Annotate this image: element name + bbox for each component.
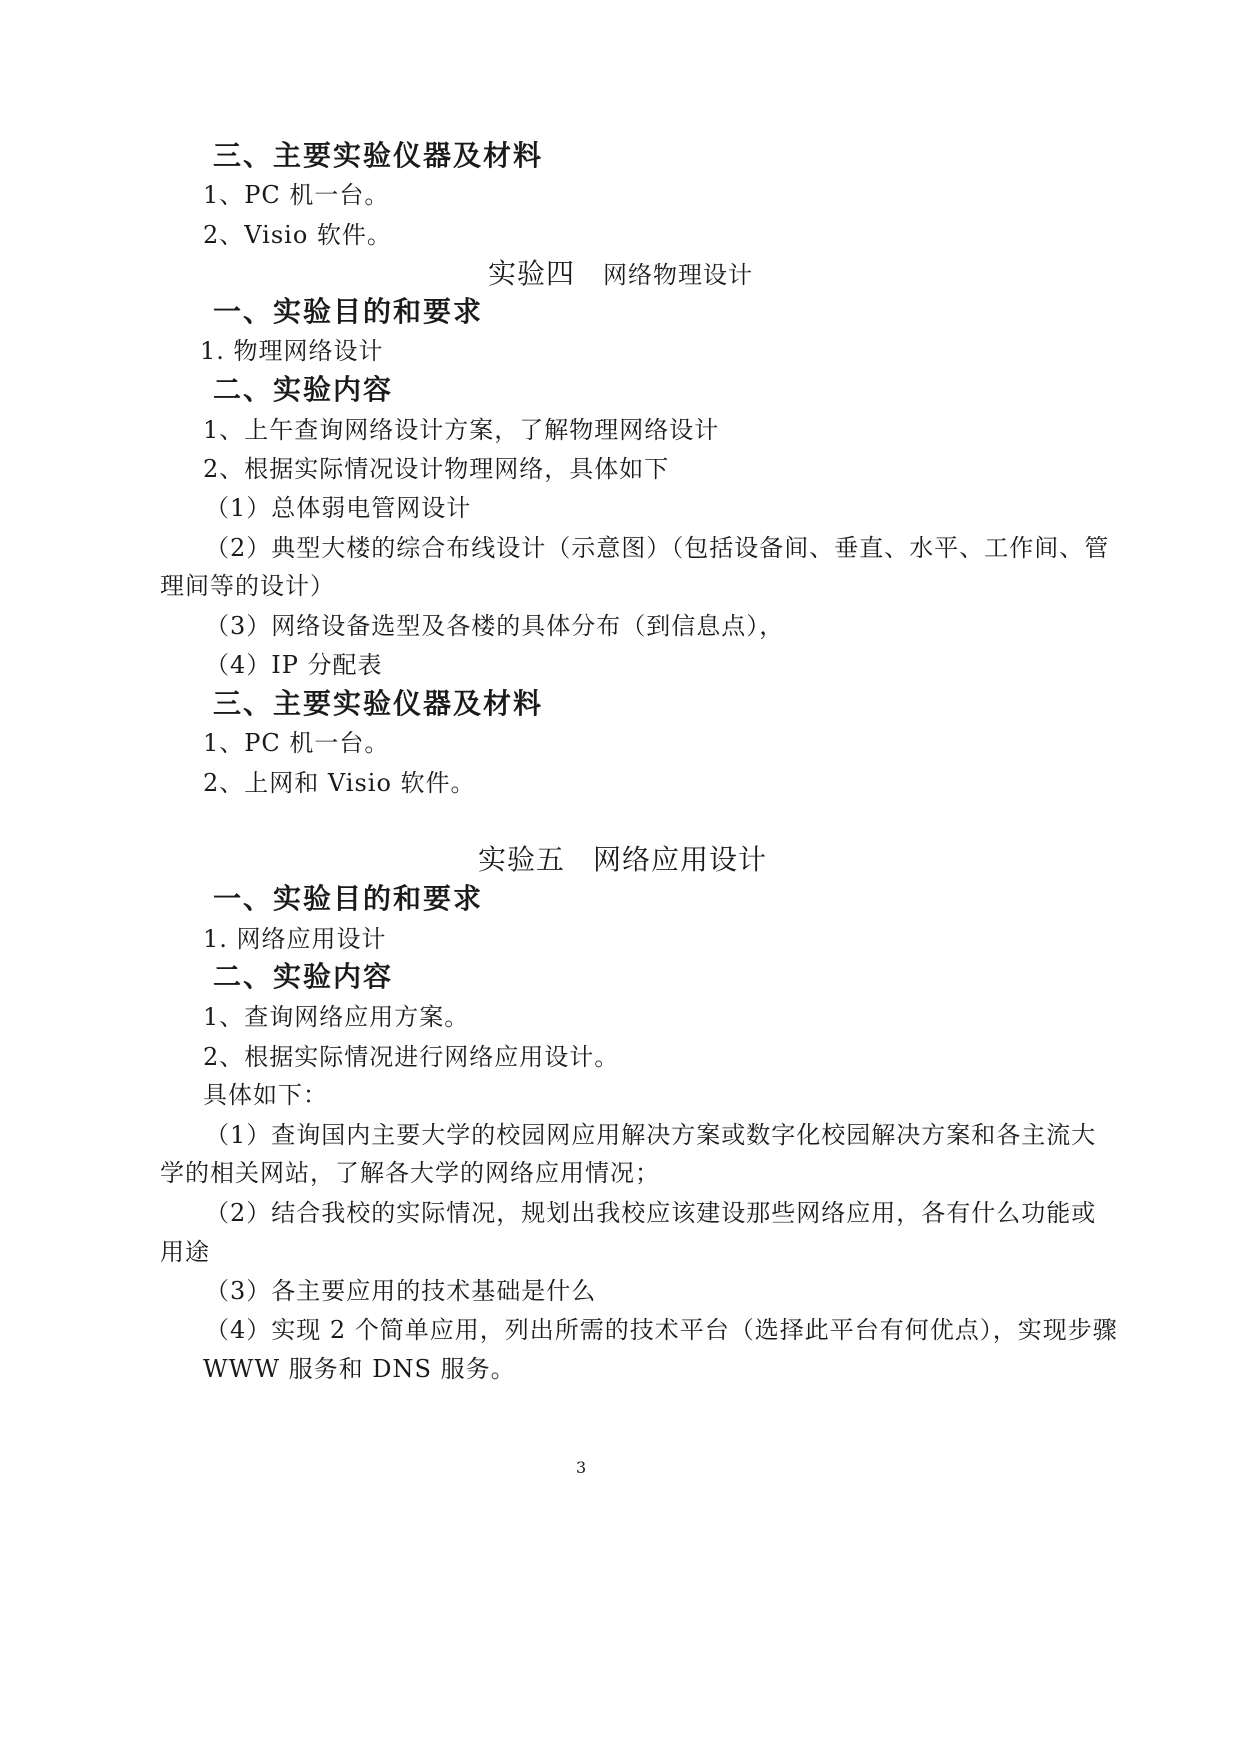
- exp5-content-3: 具体如下：: [203, 1081, 328, 1109]
- exp4-goal-1: 1. 物理网络设计: [200, 337, 384, 365]
- exp5-sub-1-line1: （1）查询国内主要大学的校园网应用解决方案或数字化校园解决方案和各主流大: [205, 1121, 1097, 1149]
- exp4-title-label: 实验四: [488, 257, 576, 290]
- exp5-goal-1: 1. 网络应用设计: [203, 925, 387, 953]
- exp4-sub-3: （3）网络设备选型及各楼的具体分布（到信息点），: [205, 612, 785, 640]
- exp5-title: [478, 843, 768, 876]
- exp5-title-label: 实验五: [478, 843, 566, 876]
- exp5-sub-2-line2: 用途: [160, 1238, 210, 1266]
- exp5-heading-goals: 一、实验目的和要求: [213, 882, 484, 915]
- exp5-sub-4: （4）实现 2 个简单应用，列出所需的技术平台（选择此平台有何优点），实现步骤: [205, 1316, 1118, 1344]
- exp4-sub-2-line2: 理间等的设计）: [160, 572, 335, 600]
- exp5-content-1: 1、查询网络应用方案。: [203, 1003, 470, 1031]
- exp4-heading-goals: 一、实验目的和要求: [213, 295, 484, 328]
- exp5-content-2: 2、根据实际情况进行网络应用设计。: [203, 1043, 620, 1071]
- section-heading-materials: 三、主要实验仪器及材料: [213, 139, 544, 172]
- exp5-title-name: 网络应用设计: [593, 843, 768, 876]
- exp5-sub-2-line1: （2）结合我校的实际情况，规划出我校应该建设那些网络应用，各有什么功能或: [205, 1199, 1097, 1227]
- exp5-heading-content: 二、实验内容: [213, 960, 394, 993]
- exp4-sub-4: （4）IP 分配表: [205, 651, 383, 679]
- exp4-material-1: 1、PC 机一台。: [203, 729, 390, 757]
- exp4-sub-1: （1）总体弱电管网设计: [205, 494, 472, 522]
- exp4-content-1: 1、上午查询网络设计方案，了解物理网络设计: [203, 416, 720, 444]
- exp4-content-2: 2、根据实际情况设计物理网络，具体如下: [203, 455, 670, 483]
- exp5-sub-3: （3）各主要应用的技术基础是什么: [205, 1277, 597, 1305]
- exp5-sub-1-line2: 学的相关网站，了解各大学的网络应用情况；: [160, 1159, 660, 1187]
- materials-item-1: 1、PC 机一台。: [203, 181, 390, 209]
- exp4-heading-content: 二、实验内容: [213, 373, 394, 406]
- exp4-heading-materials: 三、主要实验仪器及材料: [213, 687, 544, 720]
- exp4-title: [488, 257, 754, 290]
- exp4-material-2: 2、上网和 Visio 软件。: [203, 769, 476, 797]
- exp5-sub-5: WWW 服务和 DNS 服务。: [203, 1355, 516, 1383]
- exp4-sub-2-line1: （2）典型大楼的综合布线设计（示意图）（包括设备间、垂直、水平、工作间、管: [205, 534, 1110, 562]
- exp4-title-name: 网络物理设计: [603, 261, 754, 289]
- page-number: 3: [576, 1458, 587, 1477]
- materials-item-2: 2、Visio 软件。: [203, 221, 392, 249]
